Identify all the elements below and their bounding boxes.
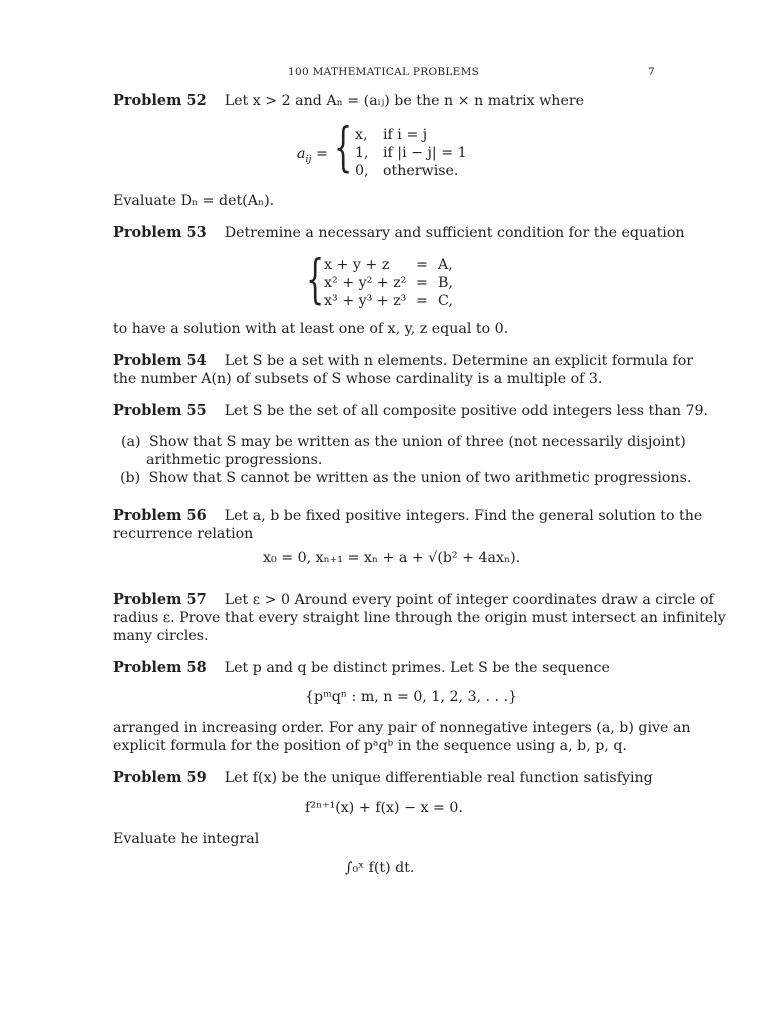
problem-text: Let a, b be fixed positive integers. Find the general solution to the bbox=[224, 508, 703, 524]
case-value: 1, bbox=[355, 145, 369, 161]
problem-52 bbox=[113, 92, 584, 110]
aij-lhs: $a_{ij}$ = bbox=[297, 146, 328, 165]
problem-after: explicit formula for the position of pᵃqᵇ in the sequence using a, b, p, q. bbox=[113, 738, 627, 754]
system-eq: = bbox=[416, 293, 428, 309]
item-marker: (b) bbox=[120, 470, 141, 486]
integral-formula: ∫₀ˣ f(t) dt. bbox=[345, 860, 415, 876]
page-number: 7 bbox=[648, 66, 655, 78]
problem-label: Problem 57 bbox=[113, 591, 207, 608]
problem-after: arranged in increasing order. For any pair of nonnegative integers (a, b) give an bbox=[113, 720, 691, 736]
problem-59 bbox=[113, 769, 653, 787]
system-lhs: x + y + z bbox=[324, 257, 390, 273]
system-rhs: C, bbox=[438, 293, 453, 309]
problem-label: Problem 53 bbox=[113, 224, 207, 241]
system-block bbox=[324, 256, 484, 310]
system-rhs: B, bbox=[438, 275, 453, 291]
problem-53 bbox=[113, 224, 685, 242]
problem-text: Detremine a necessary and sufficient condition for the equation bbox=[224, 225, 685, 241]
problem-after: Evaluate he integral bbox=[113, 831, 260, 847]
problem-text: Let f(x) be the unique differentiable real function satisfying bbox=[224, 770, 653, 786]
case-condition: otherwise. bbox=[383, 163, 459, 179]
problem-label: Problem 52 bbox=[113, 92, 207, 109]
problem-text-cont: radius ε. Prove that every straight line through the origin must intersect an infinitely bbox=[113, 610, 726, 626]
problem-56 bbox=[113, 507, 702, 525]
problem-after: Evaluate Dₙ = det(Aₙ). bbox=[113, 193, 275, 209]
list-item bbox=[120, 469, 691, 487]
problem-label: Problem 59 bbox=[113, 769, 207, 786]
problem-text: Let x > 2 and Aₙ = (aᵢⱼ) be the n × n matrix where bbox=[224, 93, 585, 109]
item-marker: (a) bbox=[121, 434, 141, 450]
case-condition: if |i − j| = 1 bbox=[383, 145, 467, 161]
item-text: Show that S cannot be written as the union of two arithmetic progressions. bbox=[148, 470, 692, 486]
sequence-formula: {pᵐqⁿ : m, n = 0, 1, 2, 3, . . .} bbox=[305, 689, 518, 705]
system-rhs: A, bbox=[438, 257, 453, 273]
case-value: 0, bbox=[355, 163, 369, 179]
recurrence-formula: x₀ = 0, xₙ₊₁ = xₙ + a + √(b² + 4axₙ). bbox=[263, 550, 521, 566]
item-text-cont: arithmetic progressions. bbox=[146, 452, 323, 468]
left-brace: { bbox=[334, 118, 353, 178]
problem-58 bbox=[113, 659, 610, 677]
item-text: Show that S may be written as the union of three (not necessarily disjoint) bbox=[149, 434, 686, 450]
problem-text: Let p and q be distinct primes. Let S be the sequence bbox=[224, 660, 610, 676]
problem-text-cont: recurrence relation bbox=[113, 526, 254, 542]
problem-after: to have a solution with at least one of x, y, z equal to 0. bbox=[113, 321, 509, 337]
cases-block bbox=[355, 126, 475, 180]
problem-text: Let S be the set of all composite positive odd integers less than 79. bbox=[224, 403, 709, 419]
system-lhs: x³ + y³ + z³ bbox=[324, 293, 407, 309]
problem-label: Problem 56 bbox=[113, 507, 207, 524]
problem-label: Problem 54 bbox=[113, 352, 207, 369]
problem-text-cont: the number A(n) of subsets of S whose cardinality is a multiple of 3. bbox=[113, 371, 603, 387]
problem-label: Problem 55 bbox=[113, 402, 207, 419]
problem-55 bbox=[113, 402, 708, 420]
problem-text: Let ε > 0 Around every point of integer coordinates draw a circle of bbox=[224, 592, 714, 608]
functional-equation: f²ⁿ⁺¹(x) + f(x) − x = 0. bbox=[305, 800, 463, 816]
problem-54 bbox=[113, 352, 693, 370]
problem-text-cont: many circles. bbox=[113, 628, 209, 644]
case-value: x, bbox=[355, 127, 368, 143]
system-lhs: x² + y² + z² bbox=[324, 275, 407, 291]
case-condition: if i = j bbox=[383, 127, 428, 143]
list-item bbox=[121, 433, 686, 451]
system-eq: = bbox=[416, 275, 428, 291]
problem-57 bbox=[113, 591, 714, 609]
left-brace: { bbox=[306, 250, 325, 310]
problem-label: Problem 58 bbox=[113, 659, 207, 676]
system-eq: = bbox=[416, 257, 428, 273]
running-title: 100 MATHEMATICAL PROBLEMS bbox=[288, 66, 480, 78]
problem-text: Let S be a set with n elements. Determine an explicit formula for bbox=[224, 353, 694, 369]
